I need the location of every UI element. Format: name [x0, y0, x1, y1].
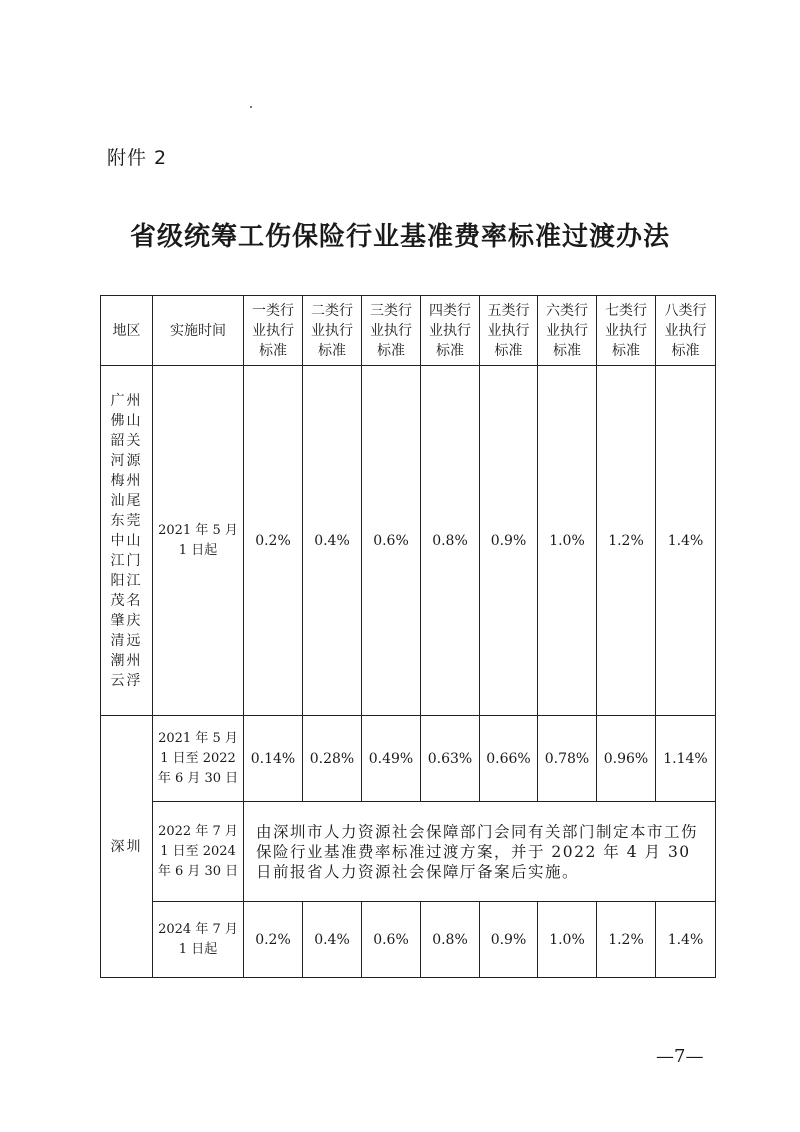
region-name: 江门 — [110, 552, 143, 569]
rate-cell: 0.8% — [421, 902, 480, 978]
header-line: 标准 — [553, 342, 581, 359]
region-name: 清远 — [110, 632, 143, 649]
time-line: 1 日至 2024 — [160, 843, 236, 859]
region-shenzhen: 深圳 — [101, 716, 153, 978]
rate-cell: 1.0% — [538, 366, 597, 716]
header-line: 二类行 — [311, 302, 353, 319]
rate-cell: 0.2% — [244, 902, 303, 978]
annex-label: 附件 2 — [107, 147, 168, 169]
rate-cell: 0.28% — [303, 716, 362, 802]
rate-cell: 1.2% — [597, 366, 656, 716]
header-line: 标准 — [377, 342, 405, 359]
region-name: 韶关 — [110, 432, 143, 449]
time-line: 2021 年 5 月 — [158, 522, 238, 538]
time-line: 2022 年 7 月 — [158, 823, 238, 839]
header-line: 业执行 — [664, 322, 707, 339]
header-line: 业执行 — [429, 322, 471, 339]
rate-cell: 1.2% — [597, 902, 656, 978]
time-line: 年 6 月 30 日 — [157, 770, 239, 786]
header-line: 业执行 — [487, 322, 530, 339]
rate-cell: 0.63% — [421, 716, 480, 802]
document-title: 省级统筹工伤保险行业基准费率标准过渡办法 — [129, 222, 670, 252]
region-name: 广州 — [110, 392, 143, 409]
rate-cell: 0.6% — [362, 902, 421, 978]
rate-cell: 0.96% — [597, 716, 656, 802]
region-name: 中山 — [110, 532, 143, 549]
time-cell — [153, 716, 244, 802]
region-name: 潮州 — [110, 652, 143, 669]
header-line: 五类行 — [487, 302, 530, 319]
rate-cell: 1.4% — [656, 902, 716, 978]
header-category-1 — [244, 296, 303, 366]
rate-cell: 0.9% — [480, 366, 538, 716]
header-line: 业执行 — [252, 322, 294, 339]
table-row-shenzhen-1 — [101, 716, 716, 802]
time-cell — [153, 802, 244, 902]
table-row-shenzhen-2 — [101, 802, 716, 902]
header-line: 标准 — [612, 342, 640, 359]
rate-cell: 0.2% — [244, 366, 303, 716]
header-line: 业执行 — [605, 322, 647, 339]
rate-cell: 1.14% — [656, 716, 716, 802]
time-cell — [153, 366, 244, 716]
rate-cell: 0.4% — [303, 902, 362, 978]
rate-cell: 1.4% — [656, 366, 716, 716]
region-name: 阳江 — [110, 572, 143, 589]
header-category-7 — [597, 296, 656, 366]
time-line: 1 日起 — [178, 941, 218, 957]
region-name: 汕尾 — [110, 492, 143, 509]
rate-cell: 0.8% — [421, 366, 480, 716]
rate-cell: 0.6% — [362, 366, 421, 716]
region-list-cell — [101, 366, 153, 716]
time-cell — [153, 902, 244, 978]
header-category-6 — [538, 296, 597, 366]
header-line: 业执行 — [311, 322, 353, 339]
header-line: 标准 — [318, 342, 346, 359]
header-line: 标准 — [494, 342, 523, 359]
time-line: 2024 年 7 月 — [158, 921, 238, 937]
rate-cell: 0.9% — [480, 902, 538, 978]
header-category-2 — [303, 296, 362, 366]
header-line: 业执行 — [546, 322, 588, 339]
region-name: 河源 — [110, 452, 143, 469]
header-line: 六类行 — [546, 302, 588, 319]
header-region: 地区 — [101, 296, 153, 366]
rate-cell: 0.4% — [303, 366, 362, 716]
region-name: 佛山 — [110, 412, 143, 429]
time-line: 年 6 月 30 日 — [157, 863, 239, 879]
rate-cell: 0.14% — [244, 716, 303, 802]
header-category-4 — [421, 296, 480, 366]
region-name: 梅州 — [110, 472, 143, 489]
header-line: 三类行 — [370, 302, 412, 319]
header-line: 标准 — [671, 342, 700, 359]
header-line: 标准 — [259, 342, 287, 359]
header-line: 标准 — [436, 342, 464, 359]
time-line: 1 日起 — [178, 542, 218, 558]
header-category-5 — [480, 296, 538, 366]
region-name: 云浮 — [110, 672, 143, 689]
scan-speck — [250, 106, 252, 108]
header-line: 七类行 — [605, 302, 647, 319]
table-row-group1 — [101, 366, 716, 716]
rate-cell: 0.78% — [538, 716, 597, 802]
region-name: 肇庆 — [110, 612, 143, 629]
table-row-shenzhen-3 — [101, 902, 716, 978]
region-name: 东莞 — [110, 512, 143, 529]
rate-cell: 0.49% — [362, 716, 421, 802]
rate-cell: 1.0% — [538, 902, 597, 978]
header-row — [101, 296, 716, 366]
page-number: —7— — [656, 1046, 704, 1067]
time-line: 2021 年 5 月 — [158, 730, 238, 746]
rate-table — [100, 295, 716, 978]
header-line: 一类行 — [252, 302, 294, 319]
region-name: 茂名 — [110, 592, 143, 609]
header-line: 八类行 — [664, 302, 707, 319]
header-line: 业执行 — [370, 322, 412, 339]
header-line: 四类行 — [429, 302, 471, 319]
rate-cell: 0.66% — [480, 716, 538, 802]
header-category-3 — [362, 296, 421, 366]
header-category-8 — [656, 296, 716, 366]
header-time: 实施时间 — [153, 296, 244, 366]
time-line: 1 日至 2022 — [160, 750, 236, 766]
transition-note: 由深圳市人力资源社会保障部门会同有关部门制定本市工伤保险行业基准费率标准过渡方案，并于 2022 年 4 月 30 日前报省人力资源社会保障厅备案后实施。 — [244, 802, 716, 902]
